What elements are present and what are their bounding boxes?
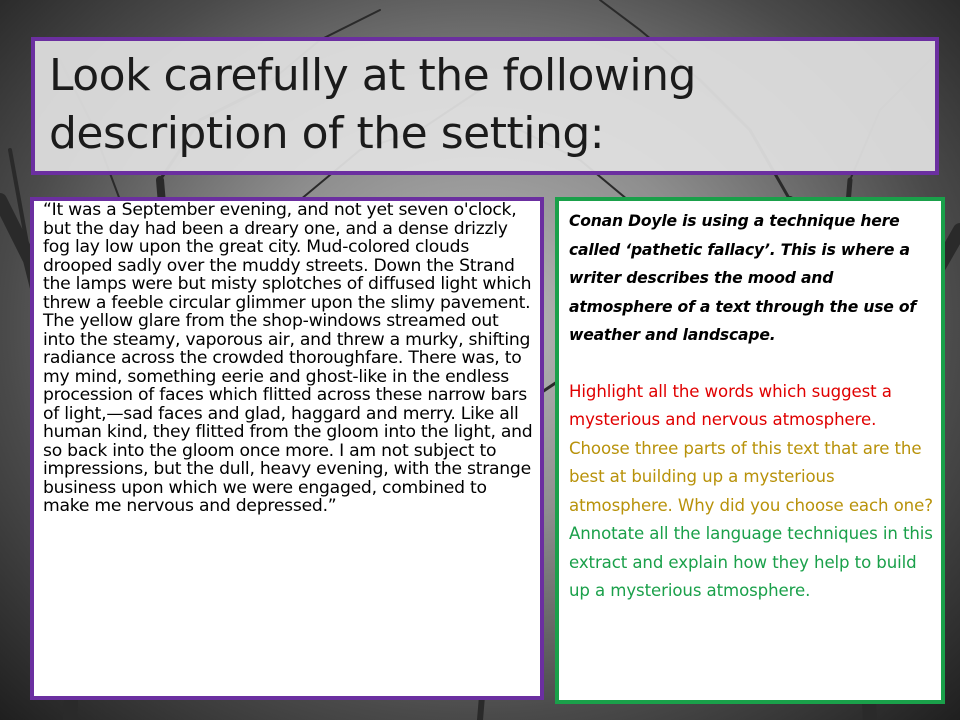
title-box [31,37,939,175]
task-annotate: Annotate all the language techniques in this extract and explain how they help to build up a mysterious atmosphere. [569,524,933,600]
slide-title: Look carefully at the following description of the setting: [49,50,696,159]
task-highlight: Highlight all the words which suggest a mysterious and nervous atmosphere. [569,381,892,429]
task-content [569,207,939,606]
task-box [555,197,945,704]
setting-extract: “It was a September evening, and not yet seven o'clock, but the day had been a dreary one, and a dense drizzly fog lay low upon the great city. Mud-colored clouds drooped sadly over the muddy streets. Down the Strand the lamps were but misty splotches of diffused light which threw a feeble circular glimmer upon the slimy pavement. The yellow glare from the shop-windows streamed out into the steamy, vaporous air, and threw a murky, shifting radiance across the crowded thoroughfare. There was, to my mind, something eerie and ghost-like in the endless procession of faces which flitted across these narrow bars of light,—sad faces and glad, haggard and merry. Like all human kind, they flitted from the gloom into the light, and so back into the gloom once more. I am not subject to impressions, but the dull, heavy evening, with the strange business upon which we were engaged, combined to make me nervous and depressed.” [43,200,533,516]
quote-box [30,197,544,700]
pathetic-fallacy-intro: Conan Doyle is using a technique here called ‘pathetic fallacy’. This is where a writer describes the mood and atmosphere of a text through the use of weather and landscape. [569,212,917,344]
spacer [569,350,939,378]
task-choose-three: Choose three parts of this text that are the best at building up a mysterious atmosphere. Why did you choose each one? [569,438,933,515]
